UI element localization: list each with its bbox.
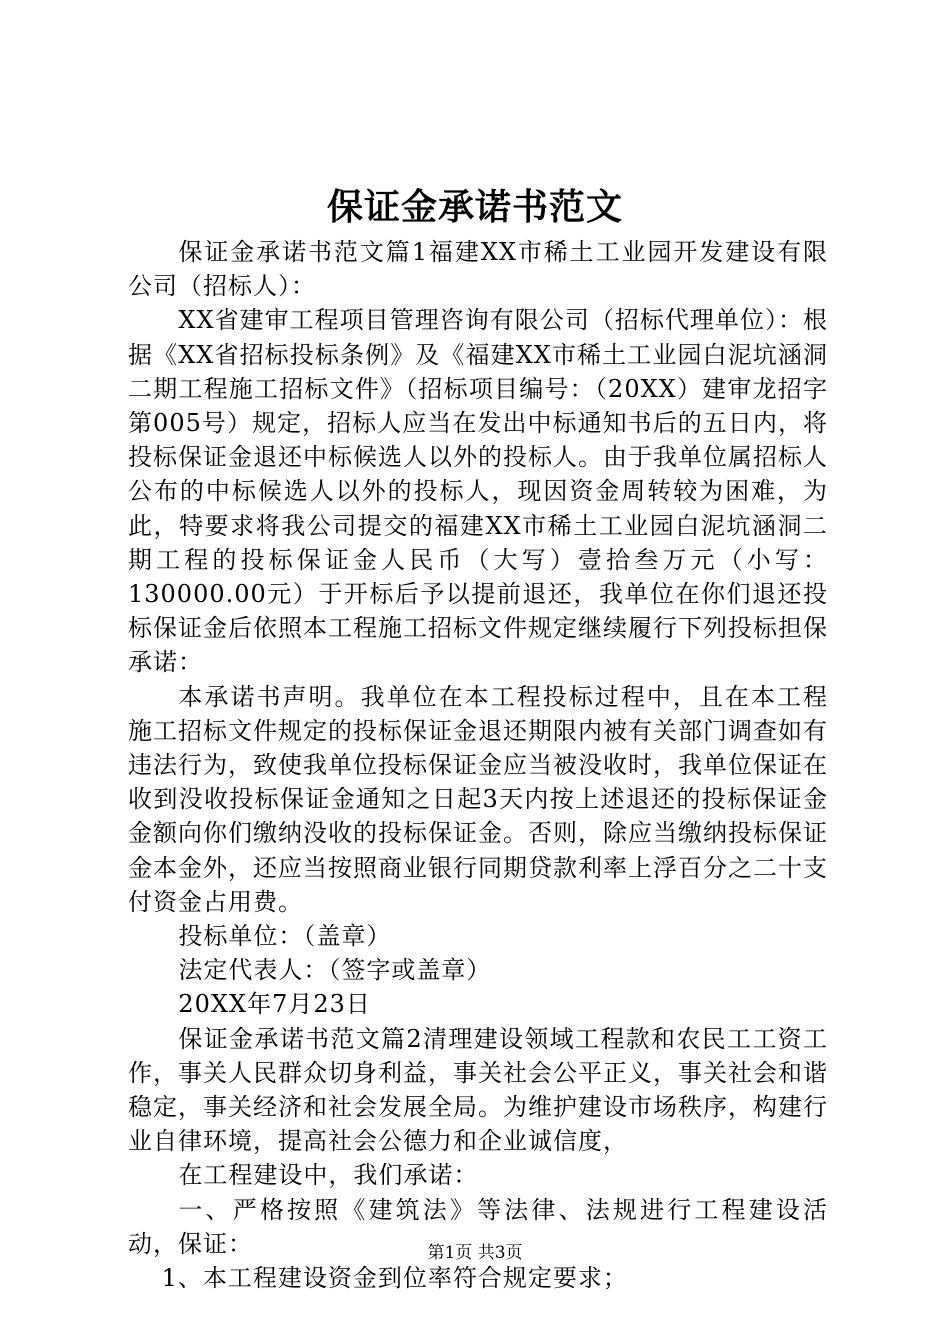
paragraph-2: XX省建审工程项目管理咨询有限公司（招标代理单位）：根据《XX省招标投标条例》及《福建XX市稀土工业园白泥坑涵洞二期工程施工招标文件》（招标项目编号：（20XX）建审龙招字第005号）规定，招标人应当在发出中标通知书后的五日内，将投标保证金退还中标候选人以外的投标人。由于我单位属招标人公布的中标候选人以外的投标人，现因资金周转较为困难，为此，特要求将我公司提交的福建XX市稀土工业园白泥坑涵洞二期工程的投标保证金人民币（大写）壹拾叁万元（小写：130000.00元）于开标后予以提前退还，我单位在你们退还投标保证金后依照本工程施工招标文件规定继续履行下列投标担保承诺：: [128, 306, 828, 677]
signature-representative-line: 法定代表人：（签字或盖章）: [178, 956, 492, 985]
paragraph-4: 保证金承诺书范文篇2清理建设领域工程款和农民工工资工作，事关人民群众切身利益，事关社会公平正义，事关社会和谐稳定，事关经济和社会发展全局。为维护建设市场秩序，构建行业自律环境，提高社会公德力和企业诚信度，: [128, 1024, 828, 1156]
paragraph-5: 在工程建设中，我们承诺：: [178, 1161, 479, 1190]
document-title: 保证金承诺书范文: [326, 186, 623, 228]
signature-unit-line: 投标单位：（盖章）: [178, 922, 392, 951]
document-body: [128, 235, 828, 1295]
paragraph-1: 保证金承诺书范文篇1福建XX市稀土工业园开发建设有限公司（招标人）：: [128, 238, 828, 301]
paragraph-3: 本承诺书声明。我单位在本工程投标过程中，且在本工程施工招标文件规定的投标保证金退还期限内被有关部门调查如有违法行为，致使我单位投标保证金应当被没收时，我单位保证在收到没收投标保证金通知之日起3天内按上述退还的投标保证金金额向你们缴纳没收的投标保证金。否则，除应当缴纳投标保证金本金外，还应当按照商业银行同期贷款利率上浮百分之二十支付资金占用费。: [128, 682, 828, 916]
date-line: 20XX年7月23日: [178, 990, 371, 1019]
paragraph-7: 1、本工程建设资金到位率符合规定要求；: [161, 1264, 628, 1293]
page-number-footer: 第1页 共3页: [427, 1243, 523, 1263]
paragraph-6: 一、严格按照《建筑法》等法律、法规进行工程建设活动，保证：: [128, 1195, 828, 1258]
